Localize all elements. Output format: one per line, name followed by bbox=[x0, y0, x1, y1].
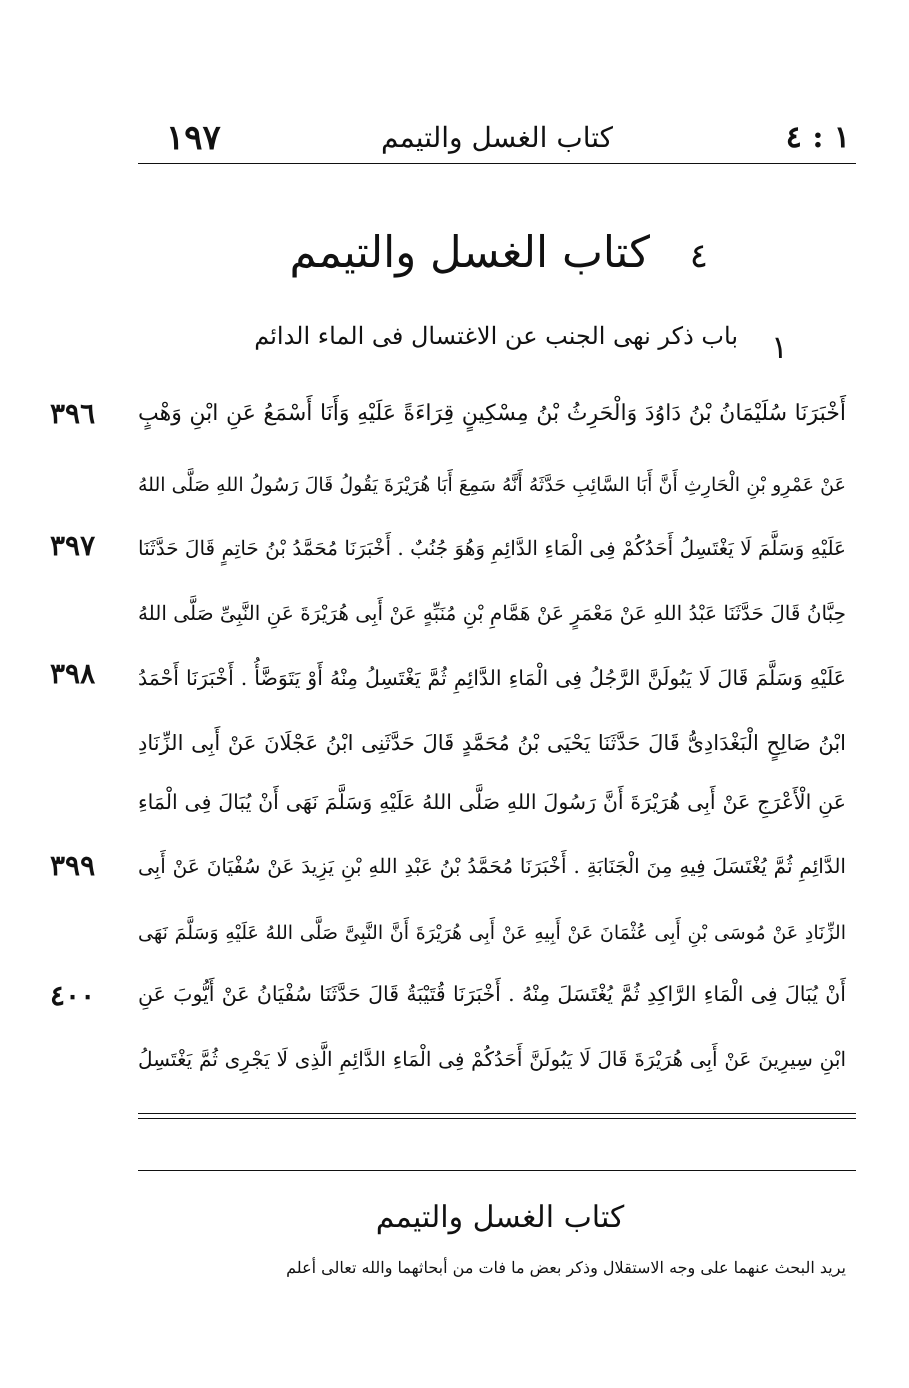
text-line: الدَّائِمِ ثُمَّ يُغْتَسَلَ فِيهِ مِنَ الْجَنَابَةِ . أَخْبَرَنَا مُحَمَّدُ بْنُ عَبْدِ اللهِ بْنِ يَزِيدَ عَنْ سُفْيَانَ عَنْ أَبِى bbox=[138, 854, 846, 878]
hadith-number: ٣٩٧ bbox=[50, 529, 96, 562]
chapter-heading bbox=[240, 322, 800, 378]
running-header bbox=[138, 118, 856, 158]
page-number: ١٩٧ bbox=[166, 118, 221, 158]
hadith-number: ٣٩٩ bbox=[50, 849, 96, 882]
running-title: كتاب الغسل والتيمم bbox=[380, 121, 614, 154]
text-line: عَنْ عَمْرِو بْنِ الْحَارِثِ أَنَّ أَبَا السَّائِبِ حَدَّثَهُ أَنَّهُ سَمِعَ أَبَا هُرَيْرَةَ يَقُولُ قَالَ رَسُولُ اللهِ صَلَّى اللهُ bbox=[138, 474, 846, 496]
footnote-text: يريد البحث عنهما على وجه الاستقلال وذكر بعض ما فات من أبحاثهما والله تعالى أعلم bbox=[286, 1258, 846, 1277]
chapter-title: باب ذكر نهى الجنب عن الاغتسال فى الماء الدائم bbox=[254, 322, 738, 350]
header-rule bbox=[138, 163, 856, 164]
chapter-number: ١ bbox=[770, 328, 788, 366]
volume-reference: ١ : ٤ bbox=[785, 120, 850, 155]
text-end-rule bbox=[138, 1118, 856, 1119]
hadith-number: ٣٩٦ bbox=[50, 397, 96, 430]
text-line: عَلَيْهِ وَسَلَّمَ قَالَ لَا يَبُولَنَّ الرَّجُلُ فِى الْمَاءِ الدَّائِمِ ثُمَّ يَغْتَسِلُ مِنْهُ أَوْ يَتَوَضَّأُ . أَخْبَرَنَا أَحْمَدُ bbox=[138, 666, 846, 690]
text-line: عَنِ الْأَعْرَجِ عَنْ أَبِى هُرَيْرَةَ أَنَّ رَسُولَ اللهِ صَلَّى اللهُ عَلَيْهِ وَسَلَّمَ نَهَى أَنْ يُبَالَ فِى الْمَاءِ bbox=[138, 790, 846, 814]
text-line: الزِّنَادِ عَنْ مُوسَى بْنِ أَبِى عُثْمَانَ عَنْ أَبِيهِ عَنْ أَبِى هُرَيْرَةَ أَنَّ النَّبِىَّ صَلَّى اللهُ عَلَيْهِ وَسَلَّمَ نَهَى bbox=[138, 922, 846, 944]
text-line: أَخْبَرَنَا سُلَيْمَانُ بْنُ دَاوُدَ وَالْحَرِثُ بْنُ مِسْكِينٍ قِرَاءَةً عَلَيْهِ وَأَنَا أَسْمَعُ عَنِ ابْنِ وَهْبٍ bbox=[138, 401, 846, 426]
text-line: أَنْ يُبَالَ فِى الْمَاءِ الرَّاكِدِ ثُمَّ يُغْتَسَلَ مِنْهُ . أَخْبَرَنَا قُتَيْبَةُ قَالَ حَدَّثَنَا سُفْيَانُ عَنْ أَيُّوبَ عَنِ bbox=[138, 982, 846, 1006]
book-title: كتاب الغسل والتيمم bbox=[289, 228, 650, 278]
text-line: ابْنِ سِيرِينَ عَنْ أَبِى هُرَيْرَةَ قَالَ لَا يَبُولَنَّ أَحَدُكُمْ فِى الْمَاءِ الدَّائِمِ الَّذِى لَا يَجْرِى ثُمَّ يَغْتَسِلُ bbox=[138, 1047, 846, 1071]
text-end-rule bbox=[138, 1113, 856, 1114]
text-line: ابْنُ صَالِحٍ الْبَغْدَادِىُّ قَالَ حَدَّثَنَا يَحْيَى بْنُ مُحَمَّدٍ قَالَ حَدَّثَنِى ابْنُ عَجْلَانَ عَنْ أَبِى الزِّنَادِ bbox=[138, 731, 846, 755]
book-heading bbox=[290, 228, 720, 298]
book-number: ٤ bbox=[689, 236, 708, 276]
footnote-rule bbox=[138, 1170, 856, 1171]
hadith-number: ٣٩٨ bbox=[50, 657, 96, 690]
hadith-number: ٤٠٠ bbox=[50, 979, 96, 1012]
text-line: عَلَيْهِ وَسَلَّمَ لَا يَغْتَسِلُ أَحَدُكُمْ فِى الْمَاءِ الدَّائِمِ وَهُوَ جُنُبٌ . أَخْبَرَنَا مُحَمَّدُ بْنُ حَاتِمٍ قَالَ حَدَّثَنَا bbox=[138, 536, 846, 560]
footnote-title: كتاب الغسل والتيمم bbox=[375, 1200, 625, 1235]
text-line: حِبَّانُ قَالَ حَدَّثَنَا عَبْدُ اللهِ عَنْ مَعْمَرٍ عَنْ هَمَّامِ بْنِ مُنَبِّهٍ عَنْ أَبِى هُرَيْرَةَ عَنِ النَّبِىِّ صَلَّى اللهُ bbox=[137, 601, 846, 625]
